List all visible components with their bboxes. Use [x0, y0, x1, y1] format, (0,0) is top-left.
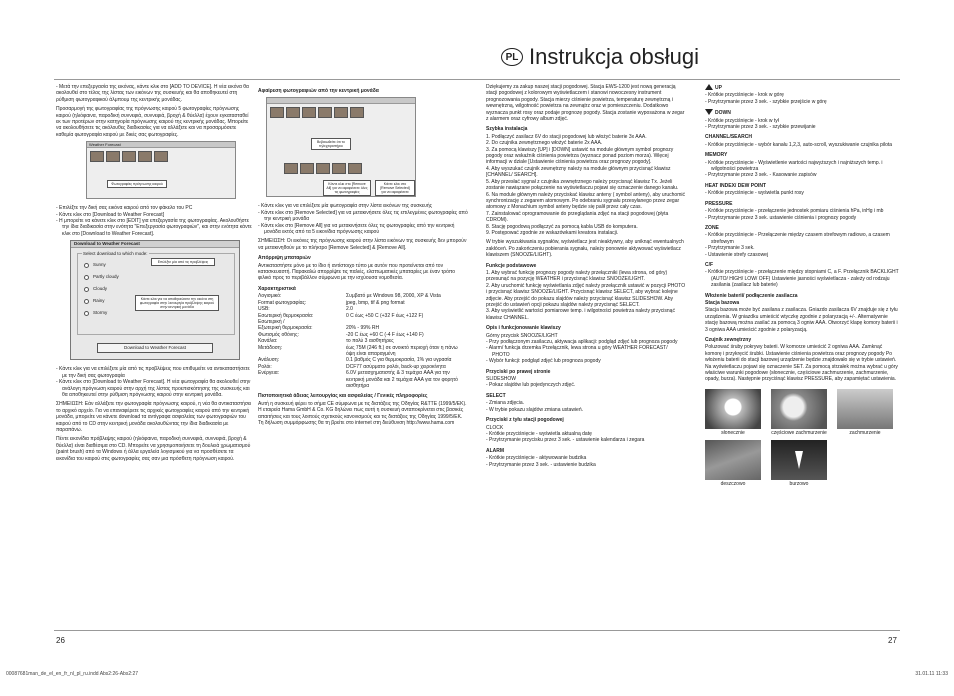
list-item: - Κάντε κλικ στο [Remove All] για να μετακινήσετε όλες τις φωτογραφίες από την κεντρική μονάδα εκτός από τα 5 εικονίδια πρόγνωσης καιρού	[258, 222, 455, 236]
group-label: Select download to which mode:	[83, 251, 148, 257]
note: W trybie wyszukiwania sygnałów, wyświetlacz jest nieaktywny, aby uniknąć ewentualnych zakłóceń. Po zakończeniu pobierania sygnału, należy ponownie aktywować wyświetlacz klawiszem (SNOOZE/LIGHT).	[486, 239, 684, 259]
paragraph: Poluzować śruby pokrywy baterii. W komorze umieścić 2 ogniwa AAA. Zamknąć komorę i przykręcić śrubki. Ustawienie ciśnienia powietrza oraz prognozy pogody Po włożeniu baterii do stacji bazowej urządzenie będzie znajdowało się w trybie ustawień. Na wyświetlaczu pojawi się oznaczenie SET. Za pomocą strzałek można wybrać u góry właściwe warunki pogodowe (słonecznie, częściowe zachmurzenie, zachmurzenie, opady, burza). Następnie przyciśnąć klawisz PRESSURE, aby zapamiętać ustawienia.	[705, 344, 898, 383]
keys-list	[486, 339, 686, 365]
page-number-left: 26	[56, 636, 65, 645]
sub-heading: Czujnik zewnętrzny	[705, 337, 752, 343]
cloudy-icon	[837, 389, 893, 429]
list-item: 3. Za pomocą klawiszy [UP] i [DOWN] ustawić na module głównym symbol prognozy pogody oraz wskaźnik ciśnienia powietrza (wyznacz ponad poziom morza). Więcej informacji w dziale [Ustawienie ciśnienia powietrza oraz prognozy pogody].	[486, 146, 674, 166]
list-item: - Krótkie przyciśnięcie - przełączenie między stopniami C, a F. Przełącznik BACKLIGHT (AUTO/ HIGH/ LOW/ OFF) Ustawienie jasności wyświetlacza - zależy od rodzaju zasilania (zasilacz lub baterie)	[705, 269, 899, 289]
top-rule	[54, 79, 900, 80]
list-item: - Przytrzymanie 3 sek.	[705, 245, 755, 252]
list-item: - Krótkie przyciśnięcie - aktywowanie budzika	[486, 455, 587, 462]
instruction-list	[56, 366, 252, 398]
weather-icon-cell	[705, 389, 761, 436]
keys-intro: Górny przycisk SNOOZE/LIGHT	[486, 332, 558, 339]
weather-icon-label: częściowe zachmurzenie	[771, 429, 827, 436]
thumbnail	[284, 163, 298, 174]
sunny-icon	[705, 389, 761, 429]
polish-column-1	[486, 84, 686, 471]
lightning-icon	[795, 451, 803, 469]
spec-label: USB:	[258, 306, 270, 313]
thumbnail	[316, 163, 330, 174]
thumbnail	[332, 163, 346, 174]
list-item: - Krótkie przyciśnięcie - wyświetla punkt rosy	[705, 190, 804, 197]
key-list	[705, 208, 899, 221]
list-item: - Przytrzymanie przez 3 sek. - ustawienie budzika	[486, 461, 596, 468]
weather-icon-label: burzowo	[789, 481, 809, 488]
list-item: - Κάντε κλικ στο [Download to Weather Forecast]	[56, 211, 165, 218]
print-stamp: 31.01.11 11:33	[915, 671, 948, 677]
radio-icon	[84, 275, 89, 280]
callout: Κάντε κλικ στο [Remove Selected] για να αφαιρέσετε	[375, 180, 415, 196]
list-item: - Wybór funkcji: podgląd zdjęć lub prognoza pogody	[486, 358, 601, 365]
radio-label: Partly cloudy	[93, 274, 119, 280]
thumbnail	[106, 151, 120, 162]
key-label: ZONE	[705, 224, 719, 231]
bottom-rule	[54, 630, 900, 631]
list-item: - Alarm/ funkcja drzemka Przełącznik, lewa strona u góry WEATHER FORECAST/ PHOTO	[486, 345, 668, 358]
spec-label: Εσωτερική θερμοκρασία:	[258, 312, 314, 319]
radio-icon	[84, 287, 89, 292]
radio-partly-cloudy[interactable]	[78, 271, 234, 283]
section-heading: Funkcje podstawowe	[486, 262, 537, 269]
section-heading: Opis i funkcjonowanie klawiszy	[486, 325, 561, 332]
thumbnail	[302, 107, 316, 118]
list-item: - Krótkie przyciśnięcie - krok w górę	[705, 92, 784, 99]
list-item: - Επιλέξτε την δική σας εικόνα καιρού από τον φάκελο του PC	[56, 205, 193, 212]
list-item: 8. Stację pogodową podłączyć za pomocą kabla USB do komputera.	[486, 223, 638, 230]
list-item: 7. Zainstalować oprogramowanie do przeglądania zdjęć na stacji pogodowej (płyta CDROM).	[486, 210, 669, 224]
thumbnail	[334, 107, 348, 118]
list-item: - Przytrzymanie przez 3 sek. - Kasowanie zapisów	[705, 172, 817, 179]
radio-label: Sunny	[93, 262, 106, 268]
spec-value: 0 C έως +50 C (+32 F έως +122 F)	[346, 312, 424, 319]
list-item: 3. Aby wyświetlić wartości pomiarowe temp. i wilgotności powietrza należy przycisnąć klawisz CHANNEL.	[486, 308, 675, 321]
key-label: ALARM	[486, 447, 505, 454]
print-file-name: 00087681man_de_el_en_fr_nl_pl_ru.indd Abs2:26-Abs2:27	[6, 671, 139, 677]
basic-functions	[486, 270, 686, 321]
install-steps	[486, 134, 686, 237]
greek-column-2	[258, 84, 468, 429]
thumbnail-strip	[281, 160, 365, 177]
radio-label: Stormy	[93, 310, 108, 316]
key-list	[486, 431, 686, 444]
thumbnail-strip	[267, 104, 415, 121]
weather-icon-label: zachmurzenie	[849, 429, 881, 436]
list-item: - Przytrzymanie przez 3 sek. - szybkie przejście w górę	[705, 98, 827, 105]
partly-cloudy-icon	[771, 389, 827, 429]
spec-value: DCF77 ασύρματο ρολόι, back-up χειροκίνητα	[346, 363, 446, 370]
section-header	[501, 44, 699, 70]
spec-label: Ενέργεια:	[258, 370, 280, 377]
key-label: CHANNEL/SEARCH	[705, 134, 752, 141]
thumbnail	[138, 151, 152, 162]
remove-photos-screenshot	[266, 97, 416, 197]
spec-label: Ρολόι:	[258, 363, 272, 370]
key-label: HEAT INDEX/ DEW POINT	[705, 182, 767, 189]
stormy-icon	[771, 440, 827, 480]
weather-icon-label: słonecznie	[721, 429, 745, 436]
key-label: MEMORY	[705, 152, 728, 159]
thumbnail	[300, 163, 314, 174]
list-item: - Krótkie przyciśnięcie - Przełączenie między czasem strefowym radiowo, a czasem strefowym	[705, 232, 890, 245]
greek-column-1	[56, 84, 252, 465]
page-number-right: 27	[888, 636, 897, 645]
key-list	[486, 455, 686, 468]
list-item: - Krótkie przyciśnięcie - wyświetla aktualną datę	[486, 430, 592, 437]
spec-value: το πολύ 3 αισθητήρες	[346, 338, 394, 345]
thumbnail	[286, 107, 300, 118]
section-heading: Przyciski z tyłu stacji pogodowej	[486, 417, 564, 424]
section-heading: Przyciski po prawej stronie	[486, 368, 551, 375]
spec-value: -20 C έως +60 C (-4 F έως +140 F)	[346, 331, 424, 338]
key-heading-down	[705, 109, 899, 116]
list-item: - W trybie pokazu slajdów zmiana ustawień.	[486, 406, 583, 413]
key-label: C/F	[705, 261, 714, 268]
key-list	[705, 118, 899, 131]
list-item: - Κάντε κλικ για να επιλέξετε μία από τις προβλέψεις που επιθυμείτε να αντικαταστήσετε με την δική σας φωτογραφία	[56, 366, 250, 379]
spec-label: Εξωτερική θερμοκρασία:	[258, 325, 313, 332]
section-heading: Χαρακτηριστικά	[258, 285, 296, 292]
radio-icon	[84, 299, 89, 304]
list-item: 5. Aby przesłać sygnał z czujnika zewnętrznego należy przycisnąć klawisz Tx. Jeżeli zostanie nawiązane połączenie na wyświetlaczu pojawi się oznaczenie danego kanału.	[486, 178, 679, 192]
rainy-icon	[705, 440, 761, 480]
paragraph: - Μετά την επεξεργασία της εικόνας, κάντε κλικ στο [ADD TO DEVICE]. Η νέα εικόνα θα ακολουθεί στο τέλος της λίστας των εικόνων της συσκευής και θα αποθηκευτεί στη ρύθμιση φωτογραφικού άλμπουμ της κεντρικής μονάδας.	[56, 84, 249, 103]
spec-value: 20% - 99% RH	[346, 325, 380, 332]
list-item: 2. Do czujnika zewnętrznego włożyć baterie 2x AAA.	[486, 140, 603, 147]
list-item: 4. Aby wyszukać czujnik zewnętrzny należy na module głównym przycisnąć klawisz [CHANNEL/ SEARCH].	[486, 165, 671, 179]
download-dialog	[70, 240, 240, 360]
list-item: - Krótkie przyciśnięcie - Wyświetlenie wartości najwyższych i najniższych temp. i wilgotności powietrza	[705, 159, 883, 173]
section-heading: Πιστοποιητικά άδειας λειτουργίας και ασφαλείας / Γενικές πληροφορίες	[258, 393, 428, 400]
list-item: 2. Aby uruchomić funkcję wyświetlania zdjęć należy przełącznik ustawić w pozycji PHOTO i przycisnąć klawisz SNOOZE/LIGHT. Przycisnąć klawisz SELECT, aby wybrać kolejne zdjęcie. Aby przejść do pokazu slajdów należy przycisnąć klawisz SLIDESHOW. Aby przejść do ustawień opcji pokazu slajdów należy przycisnąć SELECT.	[486, 282, 686, 308]
section-heading: Szybka instalacja	[486, 126, 528, 133]
key-label: CLOCK	[486, 424, 504, 431]
callout: Επιλέξτε μία από τις προβλέψεις	[151, 258, 215, 266]
key-list	[705, 232, 899, 258]
weather-icon-cell	[771, 440, 827, 487]
paragraph: Αντικαταστήστε μόνο με το ίδιο ή αντίστοιχο τύπο με αυτόν που προτείνεται από τον κατασκευαστή. Παρακαλώ απορρίψτε τις παλιές, ελαττωματικές μπαταρίες με έναν τρόπο φιλικό προς το περιβάλλον σύμφωνα με την ισχύουσα νομοθεσία.	[258, 262, 455, 282]
note: ΣΗΜΕΙΩΣΗ: Οι εικόνες της πρόγνωσης καιρού στην λίστα εικόνων της συσκευής δεν μπορούν να μετακινηθούν με το πλήκτρο [Remove Selected] & [Remove All].	[258, 238, 467, 251]
list-item: - Κάντε κλικ στο [Download to Weather Forecast]. Η νέα φωτογραφία θα ακολουθεί στην ανάλογη πρόγνωση καιρού στην αρχή της λίστας προεπισκόπησης της συσκευής και θα αποθηκευτεί στην ρύθμιση πρόγνωσης καιρού στην κεντρική μονάδα.	[56, 379, 251, 398]
radio-icon	[84, 311, 89, 316]
list-item: - Η μπορείτε να κάνετε κλικ στο [EDIT] για επεξεργασία της φωτογραφίας. Ακολουθήστε την ίδια διαδικασία στην ενότητα "Επεξεργασία φωτογραφιών", και στην ενότητα κάντε κλικ στο [Download to Weather Forecast].	[56, 218, 252, 237]
callout: Φωτογραφίες πρόγνωσης καιρού	[107, 180, 167, 188]
thumbnail	[154, 151, 168, 162]
list-item: - Ustawienie strefy czasowej	[705, 251, 769, 258]
paragraph: Πέντε εικονίδια πρόβλεψης καιρού (ηλιόφαινα, παροδική συννεφιά, συννεφιά, βροχή & θύελλα) είναι διαθέσιμα στο CD. Μπορείτε να χρησιμοποιήσετε τη δουλειά χρωματισμού (paint brush) από τα Windows ή άλλα εργαλεία λογισμικού για να προσθέσετε τα εικονίδια του καιρού στις φωτογραφίες σας σαν μια πρόσθετη πρόγνωση καιρού.	[56, 436, 251, 462]
list-item: - Κάντε κλικ στο [Remove Selected] για να μετακινήσετε όλες τις επιλεγμένες φωτογραφίες από την κεντρική μονάδα	[258, 209, 468, 223]
weather-icon-cell	[705, 440, 761, 487]
download-button[interactable]: Download to Weather Forecast	[97, 343, 213, 353]
list-item: - Przy podłączonym zasilaczu, aktywacja aplikacji: podgląd zdjęć lub prognoza pogody	[486, 339, 678, 346]
weather-icon-label: deszczowo	[720, 481, 746, 488]
thumbnail	[122, 151, 136, 162]
thumbnail	[90, 151, 104, 162]
spec-label: Μετάδοση:	[258, 344, 283, 351]
paragraph: Προσαρμογή της φωτογραφίας της πρόγνωσης καιρού 5 φωτογραφίες πρόγνωσης καιρού (ηλιόφαινα, παροδική συννεφιά, συννεφιά, βροχή & θύελλα) έχουν εγκατασταθεί εκ των προτέρων στην κατηγορία πρόγνωσης καιρού της κεντρικής μονάδας. Μπορείτε να ακολουθήσετε τις ακόλουθες διαδικασίες για να αλλάξετε και να προσαρμόσετε καθεμία φωτογραφία καιρού με δικές σας φωτογραφίες.	[56, 106, 249, 138]
key-list	[705, 269, 899, 288]
key-list	[705, 160, 899, 179]
spec-label: Ανάλυση:	[258, 357, 280, 364]
spec-table	[258, 293, 468, 389]
instruction-list	[258, 203, 468, 235]
radio-cloudy[interactable]	[78, 283, 234, 295]
spec-value: 6.0V μετασχηματιστής & 3 τεμάχια AAA για την κεντρική μονάδα και 2 τεμάχια AAA για τον φορητό αισθητήρα	[346, 370, 458, 389]
weather-icon-cell	[771, 389, 827, 436]
spec-value: 2.0	[346, 306, 353, 313]
radio-label: Cloudy	[93, 286, 108, 292]
list-item: 6. Na module głównym należy przyciskać klawisz anteny ( symbol anteny), aby uruchomić synchronizację z zegarem atomowym. Po odebraniu sygnału przesyłanego przez zegar atomowy z Monachium symbol anteny będzie się palił przez cały czas.	[486, 191, 685, 211]
thumbnail	[318, 107, 332, 118]
thumbnail	[350, 107, 364, 118]
page-title: Instrukcja obsługi	[529, 44, 699, 69]
note: ΣΗΜΕΙΩΣΗ: Εάν αλλάξετε την φωτογραφία πρόγνωσης καιρού, η νέα θα αντικαταστήσει το αρχικό αρχείο. Για να επαναφέρετε τις αρχικές φωτογραφίες καιρού από την κεντρική μονάδα, μπορείτε να κάνετε download τα αντίγραφα ασφαλείας των φωτογραφιών του καιρού από το CD στην κεντρική μονάδα ακολουθώντας την ίδια διαδικασία με παραπάνω.	[56, 401, 252, 433]
key-list	[705, 190, 899, 196]
list-item: - Krótkie przyciśnięcie - wybór kanału 1,2,3, auto-scroll, wyszukiwanie czujnika pilota	[705, 141, 893, 148]
spec-label: Φωτισμός οθόνης:	[258, 331, 299, 338]
list-item: - Przytrzymanie przez 3 sek. - szybkie przewijanie	[705, 124, 816, 131]
list-item: - Pokaz slajdów lub pojedynczych zdjęć.	[486, 382, 576, 389]
spec-label: Λογισμικό:	[258, 293, 282, 300]
radio-label: Rainy	[93, 298, 105, 304]
spec-label: Εσωτερική /	[258, 318, 285, 325]
list-item: - Przytrzymanie przez 3 sek. ustawienie ciśnienia i prognozy pogody	[705, 214, 857, 221]
thumbnail	[270, 107, 284, 118]
callout: Κάντε κλικ στο [Remove All] για να αφαιρέσετε όλες τις φωτογραφίες	[323, 180, 371, 196]
list-item: 9. Postępować zgodnie ze wskazówkami kreatora instalacji.	[486, 229, 619, 236]
list-item: - Krótkie przyciśnięcie - krok w tył	[705, 117, 779, 124]
key-label: SELECT	[486, 392, 506, 399]
section-heading: Απόρριψη μπαταριών	[258, 255, 311, 262]
paragraph: Stacja bazowa może być zasilana z zasilacza. Gniazdo zasilacza 6V znajduje się z tyłu urządzenia. W gniazdku umieścić wtyczkę zgodnie z polaryzacją +/-. Alternatywnie stację bazową można zasilać za pomocą 3 ogniw AAA. Otworzyć klapę komory baterii i 3 ogniwa AAA umieścić zgodnie z polaryzacją.	[705, 307, 898, 333]
intro-paragraph: Dziękujemy za zakup naszej stacji pogodowej. Stacja EWS-1200 jest nową generacją stacji pogodowej z kolorowym wyświetlaczem i stanowi nowoczesny instrument prognozowania pogody. Stacja mierzy ciśnienie powietrza, temperaturę zewnętrzną i wewnętrzną, wilgotność powietrza na zewnątrz oraz w pomieszczeniu. Dodatkowo wyznacza punkt rosy oraz podaje prognozę pogody. Stacja zostanie wyposażona w zegar z alarmem oraz cyfrowy album zdjęć.	[486, 84, 685, 123]
section-heading: Αφαίρεση φωτογραφιών από την κεντρική μονάδα	[258, 88, 379, 94]
section-heading: Włożenie baterii/ podłączenie zasilacza	[705, 292, 798, 299]
spec-value: jpeg, bmp, tif & png format	[346, 299, 405, 306]
spec-value: έως 75M (246 ft.) σε ανοικτό περιοχή όταν η πάνω όψη είναι απαραγμένη	[346, 344, 458, 357]
screenshot-titlebar: Weather Forecast	[87, 142, 235, 148]
print-footer	[6, 671, 948, 677]
callout: Κάντε κλικ για να αποθηκεύσετε την εικόνα στη φωτογραφία στην λειτουργία πρόβλεψης καιρού στην κεντρική μονάδα	[135, 295, 219, 311]
up-arrow-icon	[705, 84, 713, 90]
radio-icon	[84, 263, 89, 268]
key-list	[705, 142, 899, 148]
key-list	[705, 92, 899, 105]
language-badge: PL	[501, 48, 523, 66]
key-list	[486, 382, 686, 388]
list-item: - Κάντε κλικ για να επιλέξετε μία φωτογραφία στην λίστα εικόνων της συσκευής	[258, 203, 433, 210]
instruction-list	[56, 205, 252, 237]
weather-icon-cell	[837, 389, 893, 436]
paragraph: Αυτή η συσκευή φέρει το σήμα CE σύμφωνα με τις διατάξεις της Οδηγίας R&TTE (1999/5/ΕΚ). Η εταιρεία Hama GmbH & Co. KG δηλώνει πως αυτή η συσκευή ανταποκρίνεται στις βασικές απαιτήσεις και τους λοιπούς σχετικούς κανονισμούς και τις διατάξεις της Οδηγίας 1999/5/ΕΚ. Τη δήλωση συμμόρφωσης θα τη βρείτε στο internet στη διεύθυνση http://www.hama.com	[258, 400, 467, 426]
polish-column-2	[705, 84, 899, 488]
weather-forecast-screenshot	[86, 141, 236, 199]
down-arrow-icon	[705, 109, 713, 115]
weather-icon-grid	[705, 389, 899, 488]
key-label: PRESSURE	[705, 200, 733, 207]
spec-label: Κανάλια:	[258, 338, 278, 345]
list-item: 1. Podłączyć zasilacz 6V do stacji pogodowej lub włożyć baterie 3x AAA.	[486, 133, 647, 140]
list-item: 1. Aby wybrać funkcję prognozy pogody należy przełączniki (lewa strona, od góry) przesunąć na pozycję WEATHER i przycisnąć klawisz SNOOZE/LIGHT.	[486, 269, 668, 283]
spec-label: Format φωτογραφίας:	[258, 299, 307, 306]
list-item: - Przytrzymanie przycisku przez 3 sek. - ustawienie kalendarza i zegara	[486, 437, 645, 444]
thumbnail-strip	[87, 148, 235, 165]
sub-heading: Stacja bazowa	[705, 299, 740, 306]
dialog-title: Download to Weather Forecast	[71, 241, 239, 248]
thumbnail	[348, 163, 362, 174]
spec-value: 0.1 βαθμός C για θερμοκρασία, 1% για υγρασία	[346, 357, 452, 364]
list-item: - Krótkie przyciśnięcie - przełączenie jednostek pomiaru ciśnienia hPa, inHg i mb	[705, 208, 884, 215]
key-heading-up	[705, 84, 899, 91]
key-list	[486, 400, 686, 413]
spec-value: Συμβατό με Windows 98, 2000, XP & Vista	[346, 293, 441, 300]
list-item: - Zmiana zdjęcia.	[486, 400, 525, 407]
key-label: SLIDESHOW	[486, 376, 517, 383]
key-label: UP	[715, 85, 722, 91]
callout: Βεβαιωθείτε ότι το τηλεχειριστήριο	[311, 138, 351, 150]
key-label: DOWN	[715, 110, 731, 117]
